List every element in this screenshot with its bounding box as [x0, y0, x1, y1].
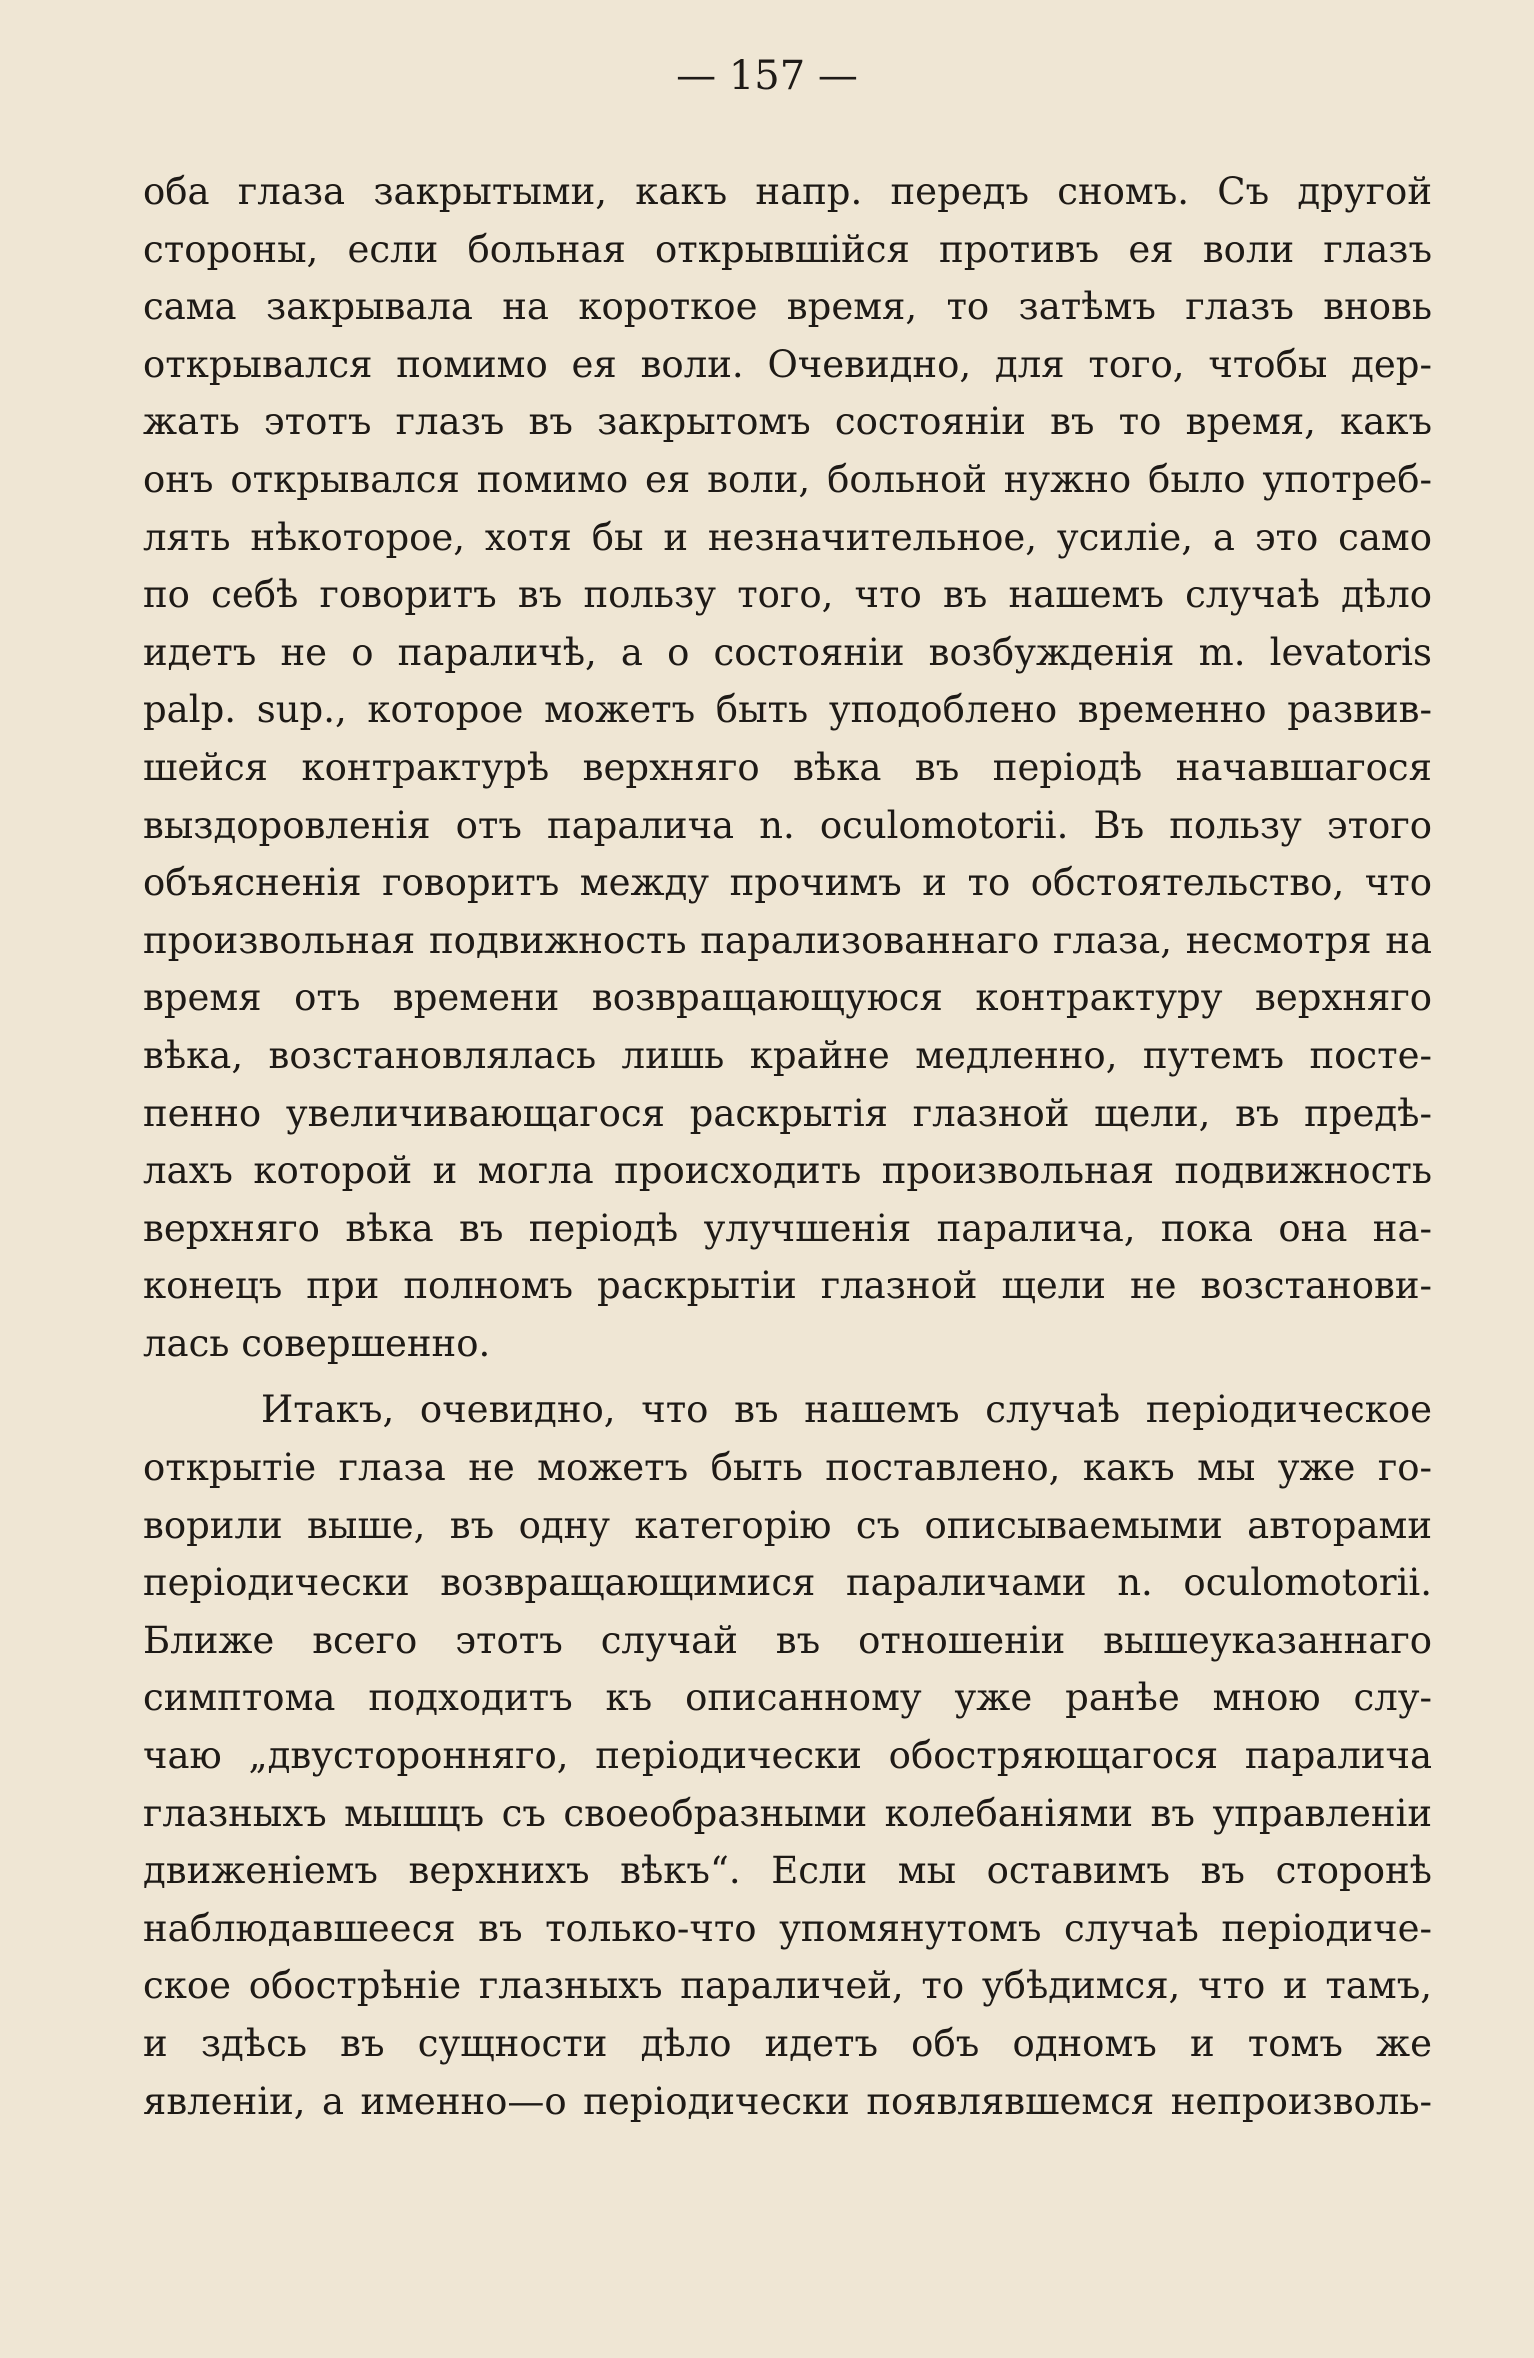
text-line: симптома подходитъ къ описанному уже ранѣе мною слу-	[143, 1676, 1432, 1720]
text-line: движеніемъ верхнихъ вѣкъ“. Если мы оставимъ въ сторонѣ	[143, 1849, 1432, 1893]
text-line: произвольная подвижность парализованнаго глаза, несмотря на	[143, 918, 1432, 962]
text-line: лась совершенно.	[143, 1321, 491, 1365]
text-line: идетъ не о параличѣ, а о состояніи возбужденія m. levatoris	[143, 630, 1432, 674]
text-line: шейся контрактурѣ верхняго вѣка въ періодѣ начавшагося	[143, 745, 1432, 789]
text-line: чаю „двусторонняго, періодически обостряющагося паралича	[143, 1734, 1432, 1778]
text-line: періодически возвращающимися параличами n. oculomotorii.	[143, 1561, 1432, 1605]
text-line: лять нѣкоторое, хотя бы и незначительное, усиліе, а это само	[143, 515, 1432, 559]
text-line: Итакъ, очевидно, что въ нашемъ случаѣ періодическое	[261, 1388, 1432, 1432]
body-text	[143, 163, 1432, 2130]
text-line: наблюдавшееся въ только-что упомянутомъ случаѣ періодиче-	[143, 1906, 1432, 1950]
text-line: ворили выше, въ одну категорію съ описываемыми авторами	[143, 1503, 1432, 1547]
text-line: пенно увеличивающагося раскрытія глазной щели, въ предѣ-	[143, 1091, 1432, 1135]
text-line: открывался помимо ея воли. Очевидно, для того, чтобы дер-	[143, 342, 1432, 386]
text-line: выздоровленія отъ паралича n. oculomotorii. Въ пользу этого	[143, 803, 1432, 847]
page-number: — 157 —	[676, 53, 858, 99]
text-line: открытіе глаза не можетъ быть поставлено, какъ мы уже го-	[143, 1446, 1432, 1490]
paragraph-1	[143, 163, 1432, 1372]
text-line: конецъ при полномъ раскрытіи глазной щели не возстанови-	[143, 1264, 1432, 1308]
text-line: лахъ которой и могла происходить произвольная подвижность	[143, 1149, 1432, 1193]
text-line: по себѣ говоритъ въ пользу того, что въ нашемъ случаѣ дѣло	[143, 573, 1432, 617]
text-line: стороны, если больная открывшійся противъ ея воли глазъ	[143, 227, 1432, 271]
text-line: явленіи, а именно—о періодически появлявшемся непроизволь-	[143, 2079, 1432, 2123]
text-line: жать этотъ глазъ въ закрытомъ состояніи въ то время, какъ	[143, 400, 1432, 444]
text-line: Ближе всего этотъ случай въ отношеніи вышеуказаннаго	[143, 1618, 1432, 1662]
paragraph-2	[143, 1381, 1432, 2130]
text-line: ское обострѣніе глазныхъ параличей, то убѣдимся, что и тамъ,	[143, 1964, 1432, 2008]
text-line: вѣка, возстановлялась лишь крайне медленно, путемъ посте-	[143, 1033, 1432, 1077]
paragraph-gap	[143, 1372, 1432, 1381]
text-line: и здѣсь въ сущности дѣло идетъ объ одномъ и томъ же	[143, 2022, 1432, 2065]
text-line: сама закрывала на короткое время, то затѣмъ глазъ вновь	[143, 285, 1432, 329]
text-line: объясненія говоритъ между прочимъ и то обстоятельство, что	[143, 861, 1432, 905]
text-line: palp. sup., которое можетъ быть уподоблено временно развив-	[143, 688, 1432, 732]
text-line: время отъ времени возвращающуюся контрактуру верхняго	[143, 976, 1432, 1020]
text-line: оба глаза закрытыми, какъ напр. передъ сномъ. Съ другой	[143, 170, 1432, 213]
text-line: верхняго вѣка въ періодѣ улучшенія паралича, пока она на-	[143, 1206, 1432, 1250]
text-line: онъ открывался помимо ея воли, больной нужно было употреб-	[143, 457, 1432, 501]
text-line: глазныхъ мышцъ съ своеобразными колебаніями въ управленіи	[143, 1791, 1432, 1835]
